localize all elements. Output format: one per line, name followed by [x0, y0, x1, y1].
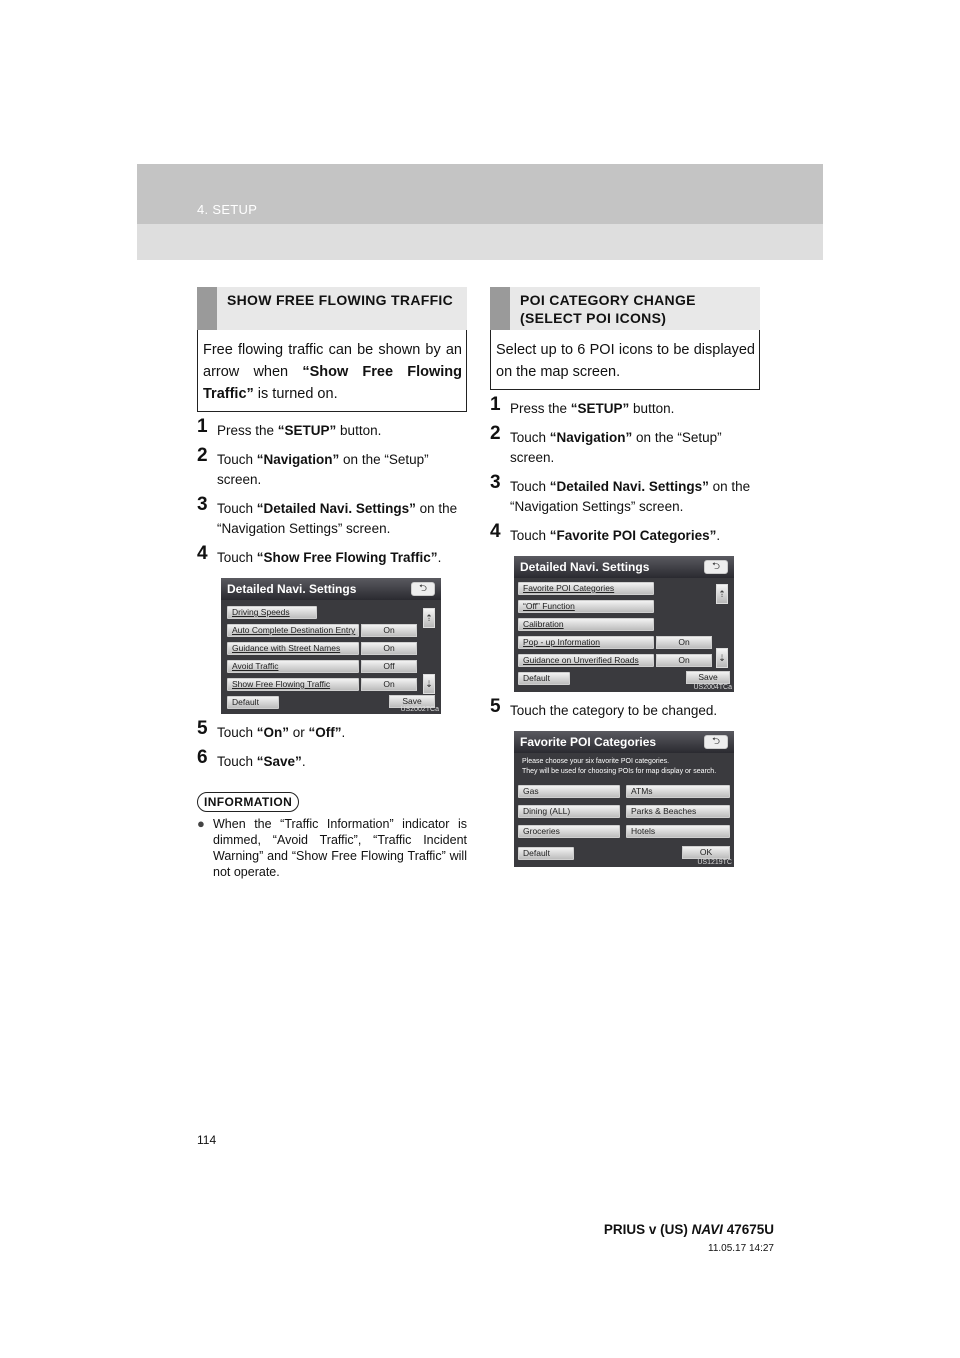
page-number: 114 — [197, 1133, 217, 1147]
step-text-end: on the “Navigation Settings” screen. — [510, 479, 751, 514]
step-bold-2: “Off” — [308, 725, 342, 740]
screen-detailed-navi-settings-2 — [514, 556, 734, 692]
row-auto-complete[interactable]: Auto Complete Destination Entry — [227, 624, 359, 637]
information-item — [197, 816, 467, 880]
step-4 — [490, 521, 760, 546]
left-steps-after — [197, 718, 467, 772]
step-bold: “On” — [256, 725, 290, 740]
category-hotels[interactable]: Hotels — [626, 825, 730, 838]
footer-model: PRIUS v (US) — [603, 1222, 688, 1237]
scroll-down-icon[interactable]: ⇣ — [423, 674, 435, 694]
image-code: US2002TCa — [400, 706, 439, 713]
left-column — [197, 287, 467, 880]
row-show-free-flowing[interactable]: Show Free Flowing Traffic — [227, 678, 359, 691]
save-button[interactable]: Save — [686, 671, 730, 684]
information-tag: INFORMATION — [197, 792, 299, 812]
back-arrow-icon[interactable]: ⮌ — [704, 560, 728, 574]
step-bold: “SETUP” — [570, 401, 630, 416]
row-avoid-traffic[interactable]: Avoid Traffic — [227, 660, 359, 673]
footer-date: 11.05.17 14:27 — [708, 1243, 774, 1254]
row-calibration[interactable]: Calibration — [518, 618, 654, 631]
value-pop-up-info[interactable]: On — [656, 636, 712, 649]
step-number: 4 — [197, 543, 208, 564]
step-number: 4 — [490, 521, 501, 542]
header-band — [137, 164, 823, 260]
row-driving-speeds[interactable]: Driving Speeds — [227, 606, 317, 619]
right-section-heading: POI CATEGORY CHANGE (SELECT POI ICONS) — [490, 287, 760, 330]
step-2 — [197, 445, 467, 490]
value-guidance-street-names[interactable]: On — [361, 642, 417, 655]
step-text-end: on the “Navigation Settings” screen. — [217, 501, 458, 536]
step-bold: “Navigation” — [256, 452, 340, 467]
step-text: Touch — [217, 550, 257, 565]
step-bold: “Save” — [256, 754, 302, 769]
step-number: 3 — [490, 472, 501, 493]
step-number: 1 — [490, 394, 501, 415]
step-text: Press the — [217, 423, 278, 438]
step-text-end: . — [301, 754, 306, 769]
step-text-end: on the “Setup” screen. — [217, 452, 429, 487]
default-button[interactable]: Default — [227, 696, 279, 709]
left-intro-box — [197, 330, 467, 412]
screen-favorite-poi-categories — [514, 731, 734, 867]
step-text-end: button. — [336, 423, 382, 438]
step-text: Touch — [510, 430, 550, 445]
step-text-end: on the “Setup” screen. — [510, 430, 722, 465]
step-bold: “SETUP” — [277, 423, 337, 438]
intro-text-end: is turned on. — [253, 386, 338, 402]
step-number: 5 — [490, 696, 501, 717]
category-parks-beaches[interactable]: Parks & Beaches — [626, 805, 730, 818]
section-label: 4. SETUP — [197, 202, 258, 217]
step-text: Touch the category to be changed. — [510, 703, 718, 718]
back-arrow-icon[interactable]: ⮌ — [704, 735, 728, 749]
step-number: 3 — [197, 494, 208, 515]
step-3 — [490, 472, 760, 517]
image-code: US1219TC — [697, 859, 732, 866]
step-bold: “Detailed Navi. Settings” — [549, 479, 709, 494]
step-6 — [197, 747, 467, 772]
step-number: 5 — [197, 718, 208, 739]
step-text-end: . — [341, 725, 346, 740]
value-auto-complete[interactable]: On — [361, 624, 417, 637]
left-section-heading: SHOW FREE FLOWING TRAFFIC — [197, 287, 467, 330]
category-gas[interactable]: Gas — [518, 785, 620, 798]
back-arrow-icon[interactable]: ⮌ — [411, 582, 435, 596]
step-number: 6 — [197, 747, 208, 768]
footer-navi: NAVI — [691, 1222, 723, 1237]
header-band-top — [137, 164, 823, 224]
row-guidance-unverified[interactable]: Guidance on Unverified Roads — [518, 654, 654, 667]
step-4 — [197, 543, 467, 568]
value-show-free-flowing[interactable]: On — [361, 678, 417, 691]
save-button[interactable]: Save — [389, 695, 435, 708]
step-number: 1 — [197, 416, 208, 437]
default-button[interactable]: Default — [518, 672, 570, 685]
category-groceries[interactable]: Groceries — [518, 825, 620, 838]
step-text: Touch — [217, 725, 257, 740]
intro-bold: “Show Free Flowing Traffic” — [203, 364, 462, 402]
description-line-1: Please choose your six favorite POI categories. — [522, 758, 670, 765]
scroll-up-icon[interactable]: ⇡ — [423, 608, 435, 628]
step-text-end: . — [716, 528, 721, 543]
category-atms[interactable]: ATMs — [626, 785, 730, 798]
step-number: 2 — [490, 423, 501, 444]
step-text: Touch — [217, 501, 257, 516]
step-1 — [490, 394, 760, 419]
scroll-up-icon[interactable]: ⇡ — [716, 584, 728, 604]
step-2 — [490, 423, 760, 468]
left-steps — [197, 416, 467, 568]
footer-code: 47675U — [726, 1222, 774, 1237]
row-guidance-street-names[interactable]: Guidance with Street Names — [227, 642, 359, 655]
image-code: US2004TCa — [693, 684, 732, 691]
footer-title — [604, 1222, 774, 1237]
step-bold: “Favorite POI Categories” — [549, 528, 717, 543]
row-off-function[interactable]: “Off” Function — [518, 600, 654, 613]
step-text-mid: or — [289, 725, 309, 740]
row-pop-up-info[interactable]: Pop - up Information — [518, 636, 654, 649]
information-text: When the “Traffic Information” indicator is dimmed, “Avoid Traffic”, “Traffic Incident Warning” and “Show Free Flowing Traffic” will not operate. — [213, 817, 467, 879]
step-bold: “Navigation” — [549, 430, 633, 445]
step-5 — [197, 718, 467, 743]
step-text-end: . — [437, 550, 442, 565]
step-text-end: button. — [629, 401, 675, 416]
screen-description — [522, 757, 716, 777]
right-column — [490, 287, 760, 867]
screen-title: Detailed Navi. Settings — [514, 556, 734, 578]
step-1 — [197, 416, 467, 441]
row-favorite-poi[interactable]: Favorite POI Categories — [518, 582, 654, 595]
step-text: Touch — [217, 452, 257, 467]
step-bold: “Show Free Flowing Traffic” — [256, 550, 438, 565]
right-steps — [490, 394, 760, 546]
default-button[interactable]: Default — [518, 847, 574, 860]
step-3 — [197, 494, 467, 539]
scroll-down-icon[interactable]: ⇣ — [716, 648, 728, 668]
step-text: Touch — [510, 528, 550, 543]
step-5 — [490, 696, 760, 721]
intro-text: Free flowing traffic can be shown by an arrow when — [203, 342, 462, 380]
step-bold: “Detailed Navi. Settings” — [256, 501, 416, 516]
step-text: Press the — [510, 401, 571, 416]
step-number: 2 — [197, 445, 208, 466]
description-line-2: They will be used for choosing POIs for map display or search. — [522, 768, 717, 775]
step-text: Touch — [510, 479, 550, 494]
right-intro-box: Select up to 6 POI icons to be displayed on the map screen. — [490, 330, 760, 390]
screen-detailed-navi-settings — [221, 578, 441, 714]
value-avoid-traffic[interactable]: Off — [361, 660, 417, 673]
value-guidance-unverified[interactable]: On — [656, 654, 712, 667]
bullet-icon: ● — [197, 816, 205, 831]
ok-button[interactable]: OK — [682, 846, 730, 859]
category-dining[interactable]: Dining (ALL) — [518, 805, 620, 818]
screen-title: Favorite POI Categories — [514, 731, 734, 753]
screen-title: Detailed Navi. Settings — [221, 578, 441, 600]
step-text: Touch — [217, 754, 257, 769]
